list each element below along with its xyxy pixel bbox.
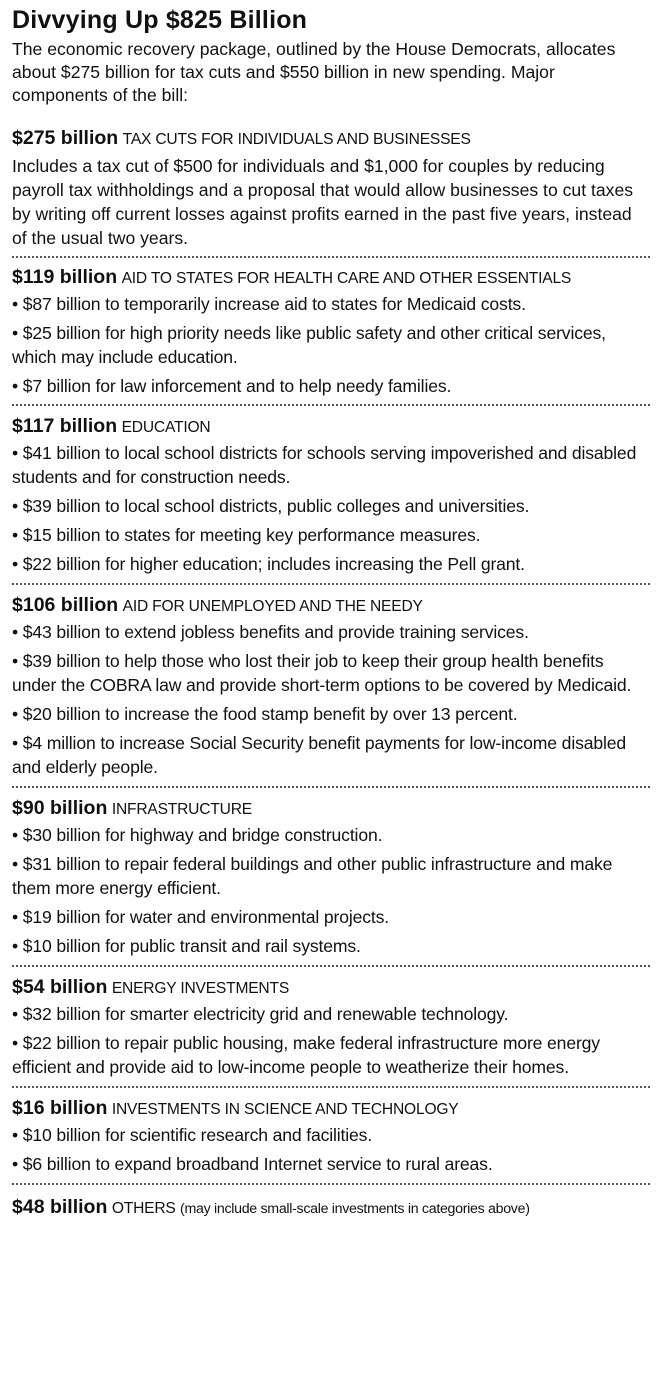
list-item bbox=[12, 852, 650, 900]
bullet-marker: • bbox=[12, 1125, 19, 1145]
section-aid-to-states bbox=[12, 264, 650, 398]
section-amount: $90 billion bbox=[12, 797, 108, 819]
section-divider bbox=[12, 256, 650, 258]
section-unemployed bbox=[12, 592, 650, 779]
section-divider bbox=[12, 786, 650, 788]
list-item bbox=[12, 702, 650, 726]
bullet-marker: • bbox=[12, 323, 19, 343]
list-item bbox=[12, 321, 650, 369]
section-heading: ENERGY INVESTMENTS bbox=[111, 980, 290, 997]
bullet-marker: • bbox=[12, 294, 19, 314]
section-heading: AID TO STATES FOR HEALTH CARE AND OTHER ESSENTIALS bbox=[121, 270, 572, 287]
list-item-text: $39 billion to help those who lost their job to keep their group health benefits under the COBRA law and provide short-term options to be covered by Medicaid. bbox=[12, 651, 632, 695]
list-item-text: $20 billion to increase the food stamp benefit by over 13 percent. bbox=[22, 704, 518, 724]
section-tax-cuts bbox=[12, 125, 650, 250]
list-item bbox=[12, 494, 650, 518]
bullet-marker: • bbox=[12, 854, 19, 874]
list-item bbox=[12, 731, 650, 779]
list-item-text: $39 billion to local school districts, public colleges and universities. bbox=[22, 496, 530, 516]
section-heading: OTHERS bbox=[111, 1200, 176, 1217]
list-item bbox=[12, 1002, 650, 1026]
bullet-list bbox=[12, 1123, 650, 1176]
section-divider bbox=[12, 583, 650, 585]
intro-paragraph: The economic recovery package, outlined by the House Democrats, allocates about $275 billion for tax cuts and $550 billion in new spending. Major components of the bill: bbox=[12, 39, 616, 105]
section-heading: EDUCATION bbox=[121, 419, 211, 436]
bullet-marker: • bbox=[12, 1154, 19, 1174]
section-heading: INVESTMENTS IN SCIENCE AND TECHNOLOGY bbox=[111, 1101, 459, 1118]
section-heading: INFRASTRUCTURE bbox=[111, 801, 252, 818]
list-item bbox=[12, 523, 650, 547]
list-item-text: $22 billion to repair public housing, make federal infrastructure more energy efficient and provide aid to low-income people to weatherize their homes. bbox=[12, 1033, 600, 1077]
section-heading: AID FOR UNEMPLOYED AND THE NEEDY bbox=[122, 598, 423, 615]
list-item bbox=[12, 823, 650, 847]
bullet-marker: • bbox=[12, 622, 19, 642]
bullet-marker: • bbox=[12, 496, 19, 516]
list-item-text: $43 billion to extend jobless benefits and provide training services. bbox=[22, 622, 529, 642]
section-header bbox=[12, 795, 650, 823]
section-note: (may include small-scale investments in categories above) bbox=[180, 1201, 530, 1217]
list-item bbox=[12, 905, 650, 929]
list-item-text: $6 billion to expand broadband Internet service to rural areas. bbox=[22, 1154, 493, 1174]
list-item-text: $41 billion to local school districts for schools serving impoverished and disabled students and for construction needs. bbox=[12, 443, 637, 487]
section-header bbox=[12, 125, 650, 153]
section-header bbox=[12, 264, 650, 292]
list-item-text: $22 billion for higher education; includes increasing the Pell grant. bbox=[22, 554, 525, 574]
list-item-text: $7 billion for law inforcement and to help needy families. bbox=[22, 376, 452, 396]
bullet-list bbox=[12, 1002, 650, 1079]
list-item-text: $19 billion for water and environmental projects. bbox=[22, 907, 389, 927]
list-item-text: $4 million to increase Social Security benefit payments for low-income disabled and elderly people. bbox=[12, 733, 627, 777]
list-item-text: $32 billion for smarter electricity grid and renewable technology. bbox=[22, 1004, 509, 1024]
bullet-list bbox=[12, 292, 650, 398]
list-item bbox=[12, 1152, 650, 1176]
list-item-text: $87 billion to temporarily increase aid to states for Medicaid costs. bbox=[22, 294, 526, 314]
list-item bbox=[12, 934, 650, 958]
section-amount: $275 billion bbox=[12, 127, 119, 149]
section-header bbox=[12, 1194, 650, 1222]
bullet-list bbox=[12, 620, 650, 779]
section-education bbox=[12, 413, 650, 576]
list-item bbox=[12, 649, 650, 697]
list-item-text: $30 billion for highway and bridge construction. bbox=[22, 825, 383, 845]
section-amount: $54 billion bbox=[12, 976, 108, 998]
bullet-marker: • bbox=[12, 733, 19, 753]
list-item-text: $25 billion for high priority needs like public safety and other critical services, which may include education. bbox=[12, 323, 606, 367]
page-title: Divvying Up $825 Billion bbox=[12, 6, 308, 34]
list-item-text: $10 billion for public transit and rail systems. bbox=[22, 936, 361, 956]
bullet-marker: • bbox=[12, 525, 19, 545]
bullet-marker: • bbox=[12, 1004, 19, 1024]
section-body: Includes a tax cut of $500 for individuals and $1,000 for couples by reducing payroll tax withholdings and a proposal that would allow businesses to cut taxes by writing off current losses against profits earned in the past five years, instead of the usual two years. bbox=[12, 156, 634, 248]
list-item-text: $10 billion for scientific research and facilities. bbox=[22, 1125, 373, 1145]
section-divider bbox=[12, 1086, 650, 1088]
bullet-marker: • bbox=[12, 825, 19, 845]
section-amount: $16 billion bbox=[12, 1097, 108, 1119]
section-divider bbox=[12, 404, 650, 406]
bullet-marker: • bbox=[12, 1033, 19, 1053]
list-item bbox=[12, 1123, 650, 1147]
list-item-text: $15 billion to states for meeting key performance measures. bbox=[22, 525, 481, 545]
section-amount: $48 billion bbox=[12, 1196, 108, 1218]
section-divider bbox=[12, 1183, 650, 1185]
bullet-list bbox=[12, 823, 650, 958]
bullet-marker: • bbox=[12, 651, 19, 671]
bullet-marker: • bbox=[12, 936, 19, 956]
list-item bbox=[12, 374, 650, 398]
list-item bbox=[12, 292, 650, 316]
bullet-marker: • bbox=[12, 704, 19, 724]
section-header bbox=[12, 1095, 650, 1123]
list-item bbox=[12, 441, 650, 489]
list-item bbox=[12, 620, 650, 644]
section-energy bbox=[12, 974, 650, 1079]
bullet-marker: • bbox=[12, 376, 19, 396]
section-amount: $119 billion bbox=[12, 266, 118, 288]
list-item-text: $31 billion to repair federal buildings and other public infrastructure and make them more energy efficient. bbox=[12, 854, 613, 898]
section-infrastructure bbox=[12, 795, 650, 958]
section-header bbox=[12, 413, 650, 441]
bullet-marker: • bbox=[12, 554, 19, 574]
section-amount: $117 billion bbox=[12, 415, 118, 437]
bullet-marker: • bbox=[12, 443, 19, 463]
section-amount: $106 billion bbox=[12, 594, 119, 616]
section-divider bbox=[12, 965, 650, 967]
section-header bbox=[12, 974, 650, 1002]
list-item bbox=[12, 552, 650, 576]
list-item bbox=[12, 1031, 650, 1079]
section-science-technology bbox=[12, 1095, 650, 1176]
bullet-list bbox=[12, 441, 650, 576]
section-heading: TAX CUTS FOR INDIVIDUALS AND BUSINESSES bbox=[122, 131, 471, 148]
section-header bbox=[12, 592, 650, 620]
section-others bbox=[12, 1194, 650, 1222]
bullet-marker: • bbox=[12, 907, 19, 927]
